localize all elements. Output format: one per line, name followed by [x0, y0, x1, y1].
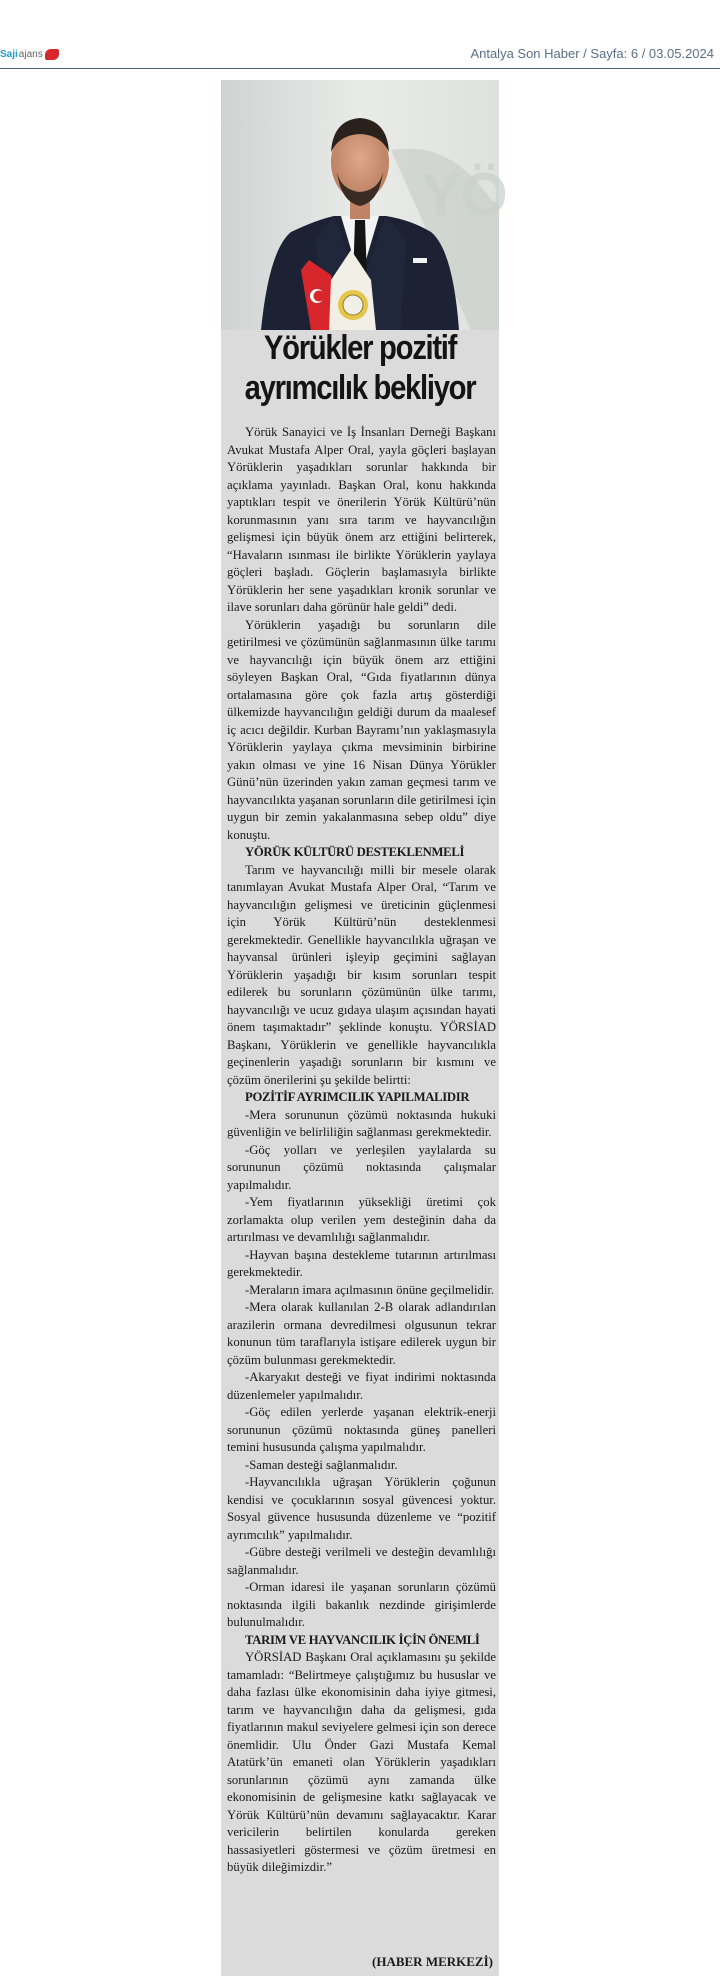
- paragraph-intro: Yörük Sanayici ve İş İnsanları Derneği Başkanı Avukat Mustafa Alper Oral, yayla göçleri başlayan Yörüklerin yaşadıkları sorunlar hakkında bir açıklama yayınladı. Başkan Oral, konu hakkında yaptıkları tespit ve önerilerin Yörük Kültürü’nün korunmasının yanı sıra tarım ve hayvancılığın gelişmesi için büyük önem arz ettiğini belirterek, “Havaların ısınması ile birlikte Yörüklerin yaylaya göçleri başladı. Göçlerin başlamasıyla birlikte Yörüklerin her sene yaşadıkları kronik sorunlar ve ilave sorunları daha görünür hale geldi” dedi.: [227, 425, 496, 614]
- news-clipping: [221, 80, 508, 1976]
- page-header: [0, 0, 720, 70]
- subheading-culture: YÖRÜK KÜLTÜRÜ DESTEKLENMELİ: [245, 845, 465, 859]
- agency-logo: [0, 47, 59, 61]
- publication-info: Antalya Son Haber / Sayfa: 6 / 03.05.2024: [470, 46, 714, 61]
- demand-item: -Orman idaresi ile yaşanan sorunların çözümü noktasında ilgili bakanlık nezdinde girişimlerde bulunulmalıdır.: [227, 1580, 496, 1629]
- headline: [240, 328, 479, 408]
- speaker-photo: [221, 80, 508, 330]
- subheading-positive-discrimination: POZİTİF AYRIMCILIK YAPILMALIDIR: [245, 1090, 470, 1104]
- article-body: [227, 424, 496, 1877]
- paragraph-issues: Yörüklerin yaşadığı bu sorunların dile getirilmesi ve çözümünün sağlanmasının ülke tarımı ve hayvancılığı için büyük önem arz ettiğini söyleyen Başkan Oral, “Gıda fiyatlarının dünya ortalamasına göre çok fazla artış gösterdiği ülkemizde hayvancılığın geldiği durum da maalesef iç acıcı değildir. Kurban Bayramı’nın yaklaşmasıyla Yörüklerin yaylaya çıkma mevsiminin birbirine yakın olması ve yine 16 Nisan Dünya Yörükler Günü’nün üzerinden yakın zaman geçmesi tarım ve hayvancılıkta yaşanan sorunların dile getirilmesi için uygun bir zemin yakalanmasına sebep oldu” diye konuştu.: [227, 617, 496, 842]
- demand-item: -Gübre desteği verilmeli ve desteğin devamlılığı sağlanmalıdır.: [227, 1545, 496, 1577]
- headline-line-2: ayrımcılık bekliyor: [244, 369, 476, 407]
- byline: (HABER MERKEZİ): [372, 1954, 493, 1969]
- paragraph-culture: Tarım ve hayvancılığı milli bir mesele olarak tanımlayan Avukat Mustafa Alper Oral, “Tarım ve hayvancılığın gelişmesi ve üreticinin güçlenmesi için Yörük Kültürü’nün desteklenmesi gerekmektedir. Genellikle hayvancılıkla uğraşan ve hayvansal ürünleri işleyip geçimini sağlayan Yörüklerin yaşadığı bir kısım sorunları tespit edilerek bu sorunların çözümünün ülke tarımı, hayvancılığı ve ucuz gıdaya ulaşım açısından hayati önem taşımaktadır” şeklinde konuştu. YÖRSİAD Başkanı, Yörüklerin ve genellikle hayvancılıkla geçinenlerin yaşadığı sorunların bir kısmını ve çözüm önerilerini şu şekilde belirtti:: [227, 862, 496, 1087]
- demand-item: -Saman desteği sağlanmalıdır.: [245, 1457, 398, 1472]
- demand-item: -Göç yolları ve yerleşilen yaylalarda su sorununun çözümü noktasında çalışmalar yapılmalıdır.: [227, 1142, 496, 1192]
- paragraph-conclusion: YÖRSİAD Başkanı Oral açıklamasını şu şekilde tamamladı: “Belirtmeye çalıştığımız bu hususlar ve daha fazlası ülke ekonomisinin daha iyiye gitmesi, tarım ve hayvancılığın daha da gelişmesi, gıda fiyatlarının makul seviyelere gelmesi için son derece önemlidir. Ulu Önder Gazi Mustafa Kemal Atatürk’ün emaneti olan Yörüklerin yaşadıkları sorunlarının çözümü aynı zamanda ülke ekonomisinin de gelişmesine katkı sağlayacak ve Yörük Kültürü’nün devamını sağlayacaktır. Karar vericilerin belirtilen konularda gereken hassasiyetleri göstermesi ve çözüm üretmesi en büyük dileğimizdir.”: [227, 1650, 496, 1874]
- logo-text-secondary: ajans: [18, 48, 43, 60]
- subheading-importance: TARIM VE HAYVANCILIK İÇİN ÖNEMLİ: [245, 1632, 480, 1647]
- demand-item: -Yem fiyatlarının yüksekliği üretimi çok zorlamakta olup verilen yem desteğinin daha da artırılması ve devamlılığı sağlanmalıdır.: [227, 1195, 496, 1244]
- header-divider: [0, 68, 720, 69]
- demand-item: -Göç edilen yerlerde yaşanan elektrik-enerji sorununun çözümü noktasında güneş panelleri temini hususunda çalışma yapılmalıdır.: [227, 1405, 496, 1454]
- demand-item: -Mera sorununun çözümü noktasında hukuki güvenliğin ve belirliliğin sağlanması gerekmektedir.: [227, 1107, 496, 1139]
- demand-item: -Hayvancılıkla uğraşan Yörüklerin çoğunun kendisi ve çocuklarının sosyal güvencesi yoktur. Sosyal güvence hususunda düzenleme ve “pozitif ayrımcılık” yapılmalıdır.: [227, 1475, 496, 1542]
- logo-text-primary: Saji: [0, 48, 18, 60]
- demand-item: -Akaryakıt desteği ve fiyat indirimi noktasında düzenlemeler yapılmalıdır.: [227, 1370, 496, 1402]
- logo-mark-icon: [45, 49, 59, 60]
- demand-item: -Hayvan başına destekleme tutarının artırılması gerekmektedir.: [227, 1247, 496, 1279]
- demand-item: -Meraların imara açılmasının önüne geçilmelidir.: [245, 1282, 495, 1297]
- headline-line-1: Yörükler pozitif: [263, 329, 457, 367]
- svg-text:YÖ: YÖ: [421, 161, 508, 228]
- demand-item: -Mera olarak kullanılan 2-B olarak adlandırılan arazilerin ormana devredilmesi olgusunun tekrar konunun tüm taraflarıyla istişare edilerek uygun bir çözüm bulunması gerekmektedir.: [227, 1300, 496, 1367]
